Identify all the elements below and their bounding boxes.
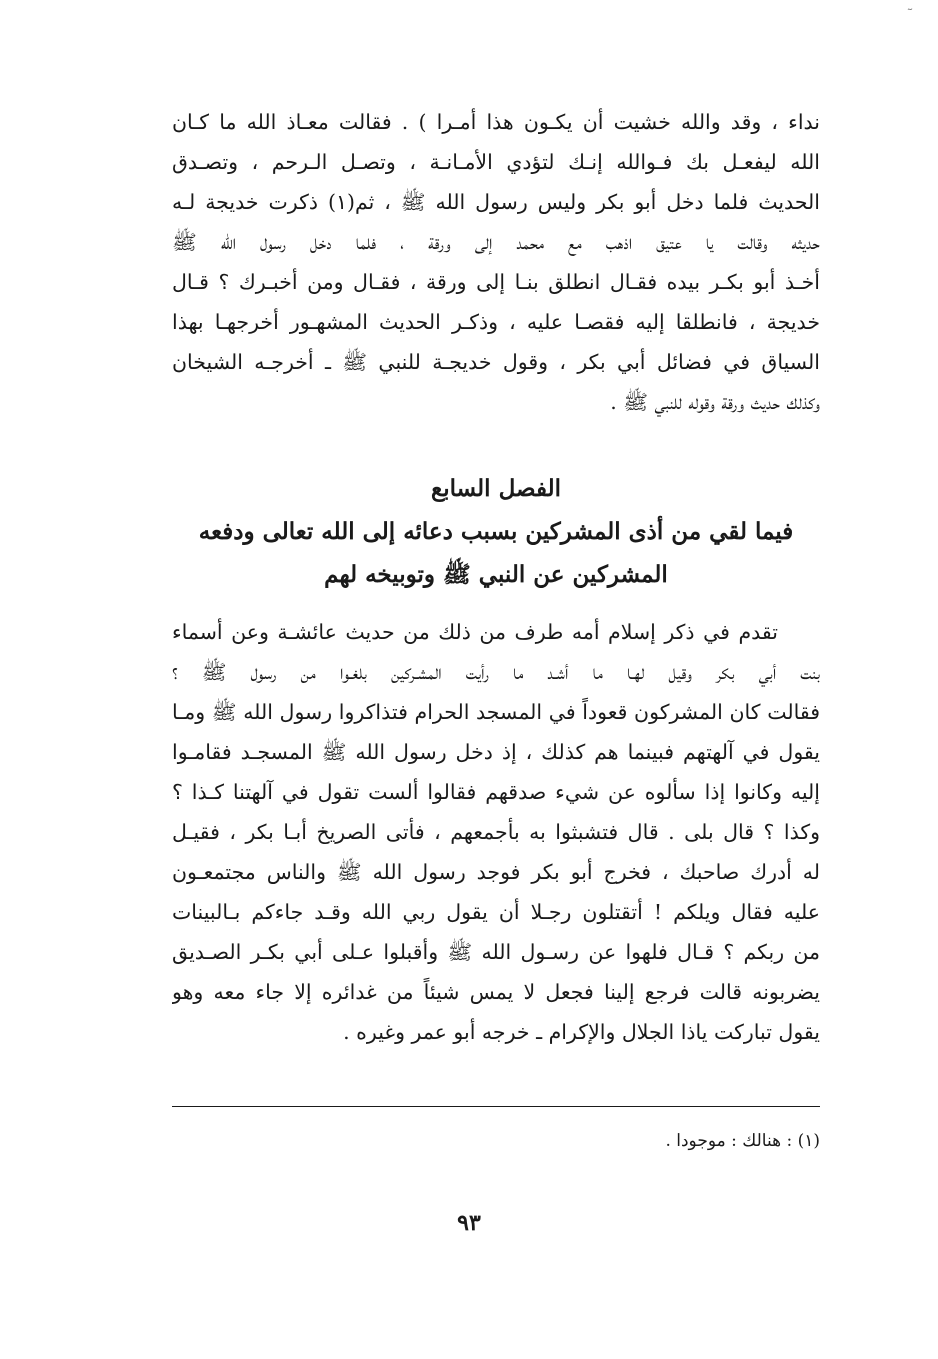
chapter-label: الفصل السابع	[431, 475, 561, 502]
text-line: يقول في آلهتهم فبينما هم كذلك ، إذ دخل رسول الله ﷺ المسجـد فقامـوا	[172, 740, 820, 764]
chapter-body-paragraph	[172, 612, 820, 1052]
text-line: السياق في فضائل أبي بكر ، وقول خديجـة للنبي ﷺ ـ أخرجـه الشيخان	[172, 350, 820, 374]
page-number: ٩٣	[457, 1210, 481, 1236]
text-line: من ربكم ؟ قـال فلهوا عن رسـول الله ﷺ وأقبلوا عـلى أبي بكـر الصـديق	[172, 940, 820, 964]
text-line: يضربونه قالت فرجع إلينا فجعل لا يمس شيئاً من غدائره إلا جاء معه وهو	[172, 980, 820, 1004]
chapter-title-line-1: فيما لقي من أذى المشركين بسبب دعائه إلى الله تعالى ودفعه	[198, 518, 794, 545]
text-line: وكذا ؟ قال بلى . قال فتشبثوا به بأجمعهم ، فأتى الصريخ أبـا بكر ، فقيـل	[172, 820, 820, 844]
text-line: يقول تباركت ياذا الجلال والإكرام ـ خرجه أبو عمر وغيره .	[343, 1020, 820, 1044]
footnote-separator	[172, 1106, 820, 1107]
intro-paragraph	[172, 102, 820, 422]
text-line: الله ليفعـل بك فـوالله إنـك لتؤدي الأمـانـة ، وتصـل الـرحم ، وتصـدق	[172, 150, 820, 174]
chapter-title-line-2: المشركين عن النبي ﷺ وتوبيخه لهم	[324, 561, 668, 588]
text-line: نداء ، وقد والله خشيت أن يكـون هذا أمـرا ) . فقالت معـاذ الله ما كـان	[172, 110, 820, 134]
text-line: حديثه وقالت يا عتيق اذهب مع محمد إلى ورقة ، فلما دخل رسول الله ﷺ	[172, 230, 820, 254]
text-line: الحديث فلما دخل أبو بكر وليس رسول الله ﷺ ، ثم(١) ذكرت خديجة لـه	[172, 190, 820, 214]
text-line: وكذلك حديث ورقة وقوله للنبي ﷺ .	[610, 390, 820, 414]
text-line: أخـذ أبو بكـر بيده فقـال انطلق بنـا إلى ورقة ، فقـال ومن أخبـرك ؟ قـال	[172, 270, 820, 294]
text-line: خديجة ، فانطلقا إليه فقصـا عليه ، وذكـر الحديث المشهـور أخرجهـا بهذا	[172, 310, 820, 334]
text-line: فقالت كان المشركون قعوداً في المسجد الحرام فتذاكروا رسول الله ﷺ ومـا	[172, 700, 820, 724]
text-line: إليه وكانوا إذا سألوه عن شيء صدقهم فقالوا ألست تقول في آلهتنا كـذا ؟	[172, 780, 820, 804]
text-line: تقدم في ذكر إسلام أمه طرف من ذلك من حديث عائشـة وعن أسماء	[172, 620, 778, 644]
text-line: له أدرك صاحبك ، فخرج أبو بكر فوجد رسول الله ﷺ والناس مجتمعـون	[172, 860, 820, 884]
text-line: عليه فقال ويلكم ! أتقتلون رجـلا أن يقول ربي الله وقـد جاءكم بـالبينات	[172, 900, 820, 924]
footnote: (١) : هنالك : موجودا .	[665, 1131, 820, 1151]
text-line: بنت أبي بكر وقيل لهـا ما أشـد ما رأيت المشـركين بلغـوا من رسول ﷺ ؟	[172, 660, 820, 684]
